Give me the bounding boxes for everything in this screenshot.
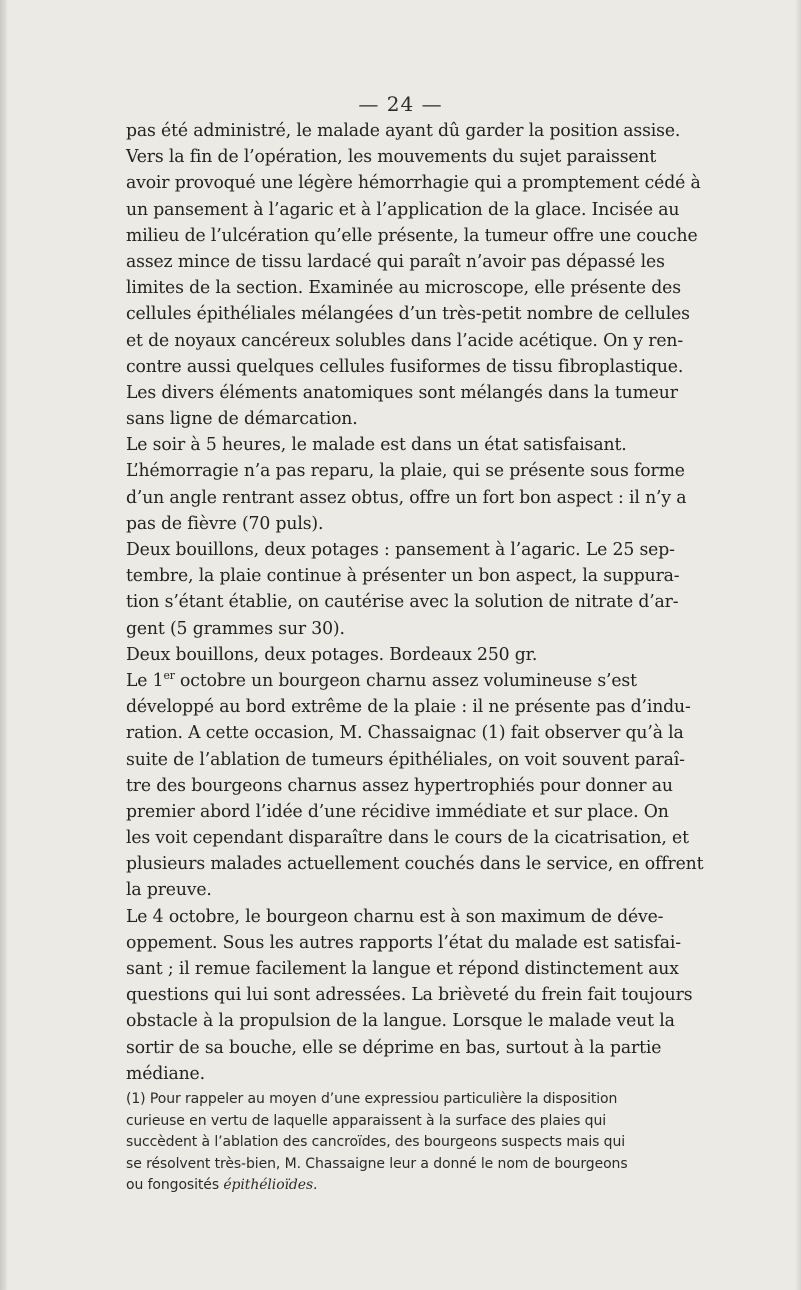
text-line: milieu de l’ulcération qu’elle présente, la tumeur offre une couche [126,225,698,246]
text-line: les voit cependant disparaître dans le cours de la cicatrisation, et [126,828,689,849]
text-line: assez mince de tissu lardacé qui paraît n’avoir pas dépassé les [126,251,665,272]
footnote-line: (1) Pour rappeler au moyen d’une expressiou particulière la disposition [126,1091,618,1107]
line-prefix: Le 1 [126,670,164,691]
text-line: L’hémorragie n’a pas reparu, la plaie, qui se présente sous forme [126,461,685,482]
page-binding-edge [0,0,7,1290]
text-line: gent (5 grammes sur 30). [126,618,345,639]
text-line: un pansement à l’agaric et à l’application de la glace. Incisée au [126,199,680,220]
text-line: sortir de sa bouche, elle se déprime en bas, surtout à la partie [126,1037,662,1058]
text-line: Vers la fin de l’opération, les mouvements du sujet paraissent [126,147,657,168]
footnote [126,1089,800,1197]
text-line: contre aussi quelques cellules fusiformes de tissu fibroplastique. [126,356,684,377]
page-number: — 24 — [358,92,443,116]
text-line: plusieurs malades actuellement couchés dans le service, en offrent [126,854,704,875]
text-line: sant ; il remue facilement la langue et répond distinctement aux [126,959,679,979]
footnote-prefix: ou fongosités [126,1177,224,1194]
text-line: sans ligne de démarcation. [126,409,358,430]
text-line: développé au bord extrême de la plaie : il ne présente pas d’indu- [126,697,691,718]
text-line: obstacle à la propulsion de la langue. Lorsque le malade veut la [126,1011,675,1032]
text-line: médiane. [126,1063,205,1084]
text-line: pas de fièvre (70 puls). [126,513,324,534]
footnote-italic-term: épithélioïdes. [223,1177,318,1194]
text-line-with-superscript [126,668,786,694]
text-line: d’un angle rentrant assez obtus, offre un fort bon aspect : il n’y a [126,487,687,508]
text-line: Deux bouillons, deux potages : pansement à l’agaric. Le 25 sep- [126,540,675,560]
text-line: pas été administré, le malade ayant dû garder la position assise. [126,121,681,141]
text-line: avoir provoqué une légère hémorrhagie qui a promptement cédé à [126,173,701,194]
text-line: Deux bouillons, deux potages. Bordeaux 250 gr. [126,644,538,665]
text-line: et de noyaux cancéreux solubles dans l’acide acétique. On y ren- [126,330,684,351]
text-line: la preuve. [126,880,212,901]
footnote-line: succèdent à l’ablation des cancroïdes, des bourgeons suspects mais qui [126,1134,626,1151]
text-line: oppement. Sous les autres rapports l’état du malade est satisfai- [126,932,681,953]
footnote-line: curieuse en vertu de laquelle apparaissent à la surface des plaies qui [126,1112,607,1129]
text-line: tembre, la plaie continue à présenter un bon aspect, la suppura- [126,566,680,587]
line-suffix: octobre un bourgeon charnu assez volumineuse s’est [174,670,637,691]
text-line: tion s’étant établie, on cautérise avec la solution de nitrate d’ar- [126,592,679,613]
text-line: premier abord l’idée d’une récidive immédiate et sur place. On [126,801,669,822]
footnote-line: se résolvent très-bien, M. Chassaigne leur a donné le nom de bourgeons [126,1155,628,1172]
footnote-line-last [126,1175,786,1197]
text-line: Le 4 octobre, le bourgeon charnu est à son maximum de déve- [126,906,664,927]
text-line: questions qui lui sont adressées. La brièveté du frein fait toujours [126,985,693,1006]
text-line: tre des bourgeons charnus assez hypertrophiés pour donner au [126,775,673,796]
text-line: Le soir à 5 heures, le malade est dans un état satisfaisant. [126,435,627,456]
text-line: suite de l’ablation de tumeurs épithéliales, on voit souvent paraî- [126,749,685,770]
text-line: cellules épithéliales mélangées d’un très-petit nombre de cellules [126,304,690,325]
body-text [126,118,800,1087]
text-line: limites de la section. Examinée au microscope, elle présente des [126,278,681,299]
ordinal-superscript: er [163,669,175,683]
text-line: Les divers éléments anatomiques sont mélangés dans la tumeur [126,382,678,403]
text-line: ration. A cette occasion, M. Chassaignac (1) fait observer qu’à la [126,723,684,744]
